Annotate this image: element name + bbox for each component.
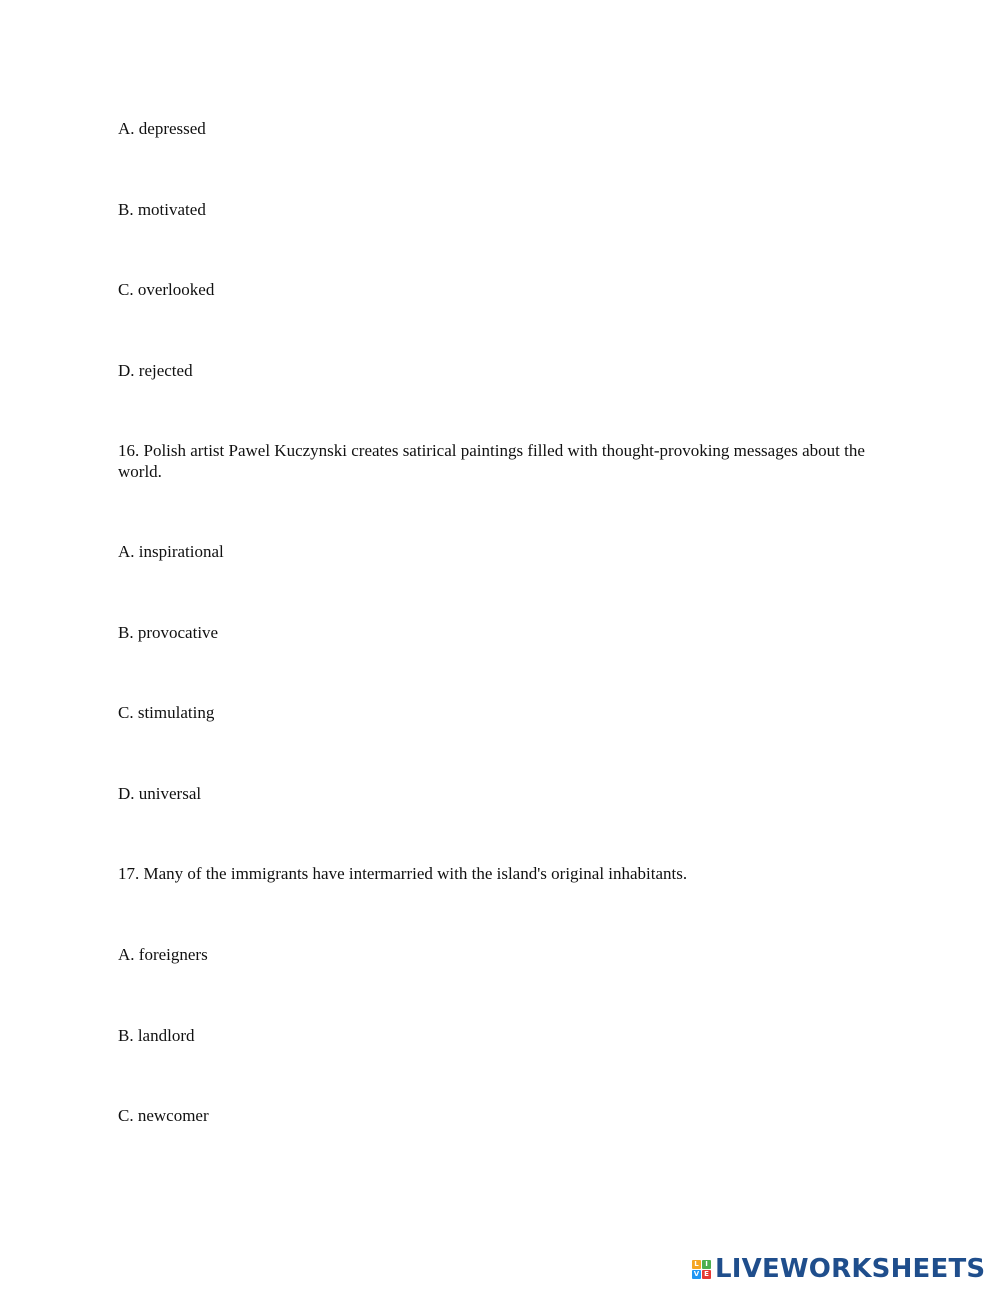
option-c-overlooked: C. overlooked xyxy=(118,280,215,299)
option-b-landlord: B. landlord xyxy=(118,1026,195,1045)
question-17: 17. Many of the immigrants have intermarried with the island's original inhabitants. xyxy=(118,864,688,883)
option-c-stimulating: C. stimulating xyxy=(118,703,215,722)
logo-letter-e: E xyxy=(702,1270,711,1279)
logo-letter-i: I xyxy=(702,1260,711,1269)
option-d-universal: D. universal xyxy=(118,784,202,803)
option-b-provocative: B. provocative xyxy=(118,623,219,642)
question-16: 16. Polish artist Pawel Kuczynski creates satirical paintings filled with thought-provoking messages about the world. xyxy=(118,441,865,481)
liveworksheets-logo-text: LIVEWORKSHEETS xyxy=(715,1254,986,1284)
logo-letter-v: V xyxy=(693,1269,700,1278)
liveworksheets-logo-icon xyxy=(692,1260,711,1279)
option-a-depressed: A. depressed xyxy=(118,119,206,138)
option-d-rejected: D. rejected xyxy=(118,361,193,380)
option-a-inspirational: A. inspirational xyxy=(118,542,224,561)
option-b-motivated: B. motivated xyxy=(118,200,206,219)
option-a-foreigners: A. foreigners xyxy=(118,945,208,964)
logo-letter-l: L xyxy=(692,1260,701,1269)
option-c-newcomer: C. newcomer xyxy=(118,1106,209,1125)
liveworksheets-logo xyxy=(692,1255,985,1283)
